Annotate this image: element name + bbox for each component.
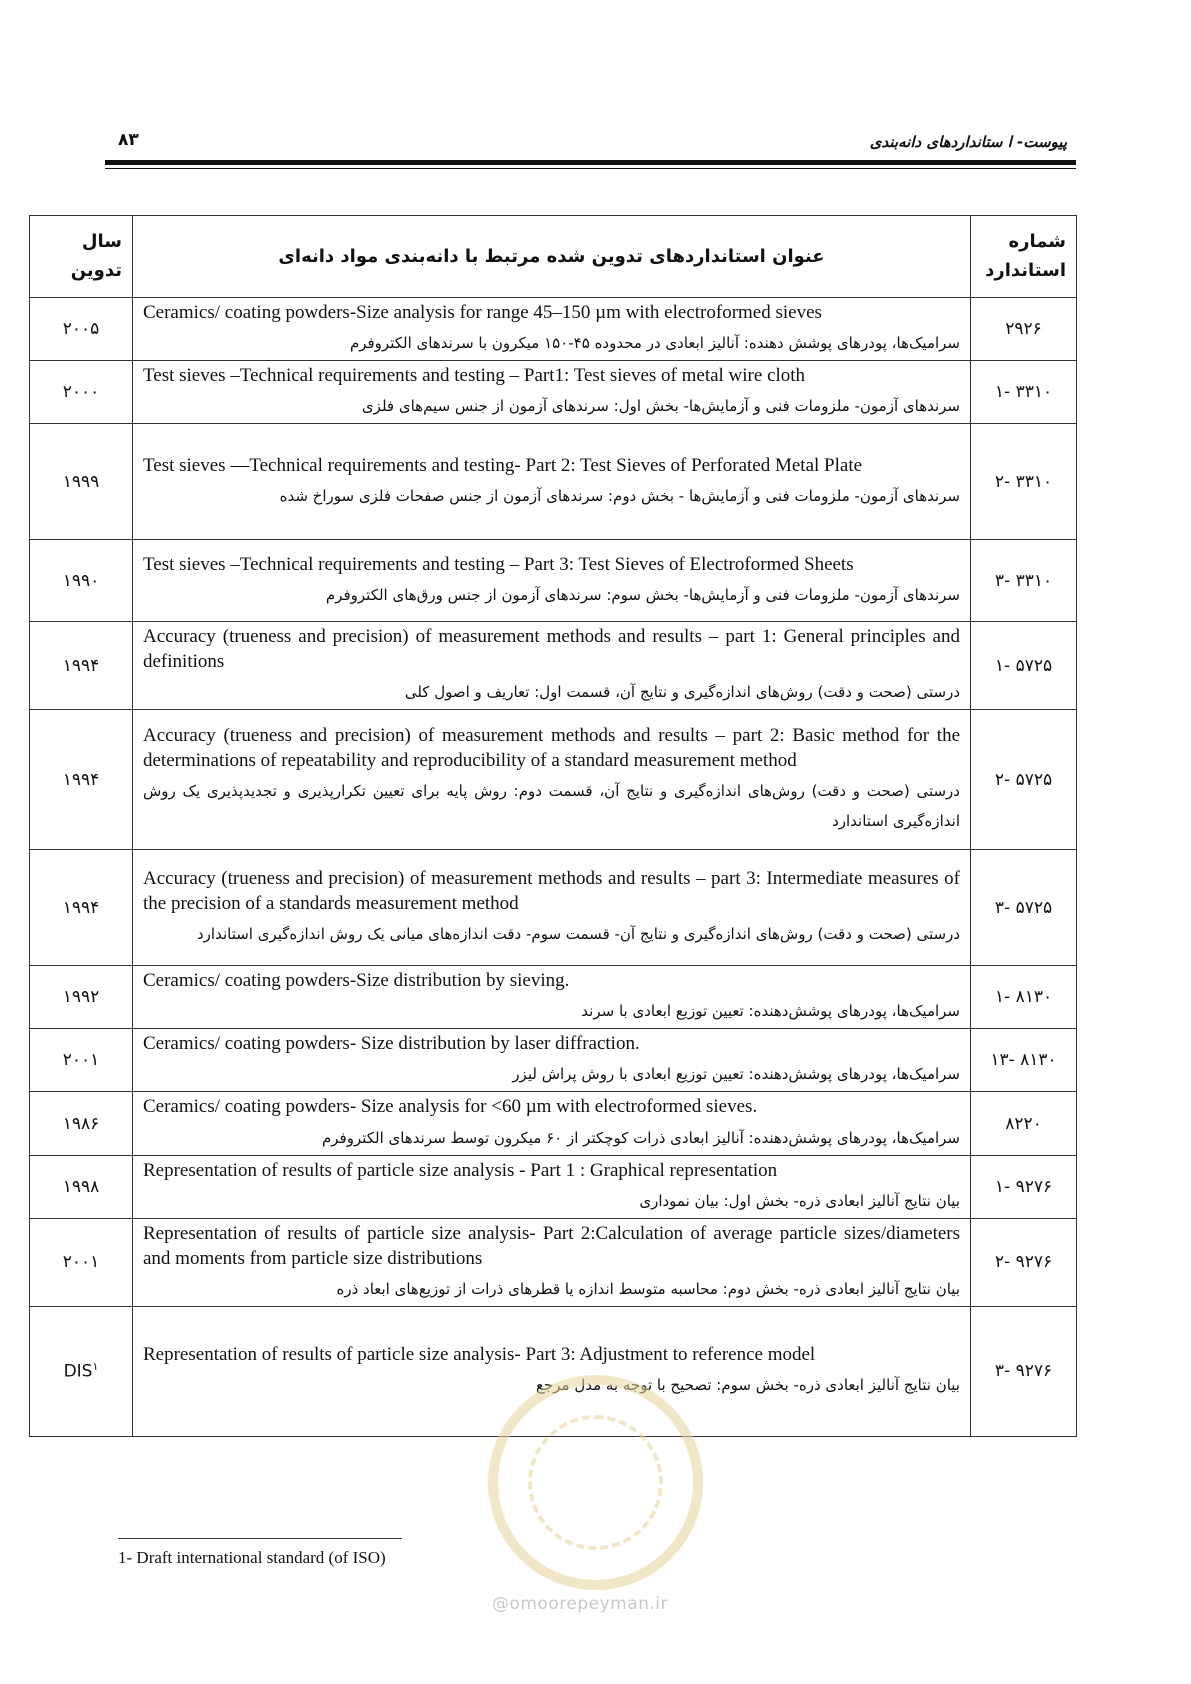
year-value: DIS <box>63 1362 93 1383</box>
title-persian: سرندهای آزمون- ملزومات فنی و آزمایش‌ها- بخش اول: سرندهای آزمون از جنس سیم‌های فلزی <box>361 397 960 416</box>
title-persian: درستی (صحت و دقت) روش‌های اندازه‌گیری و نتایج آن، قسمت اول: تعاریف و اصول کلی <box>404 683 960 702</box>
standards-table <box>29 215 1077 1437</box>
title-english: Test sieves –Technical requirements and testing – Part1: Test sieves of metal wire cloth <box>143 365 806 387</box>
year-cell <box>30 361 133 424</box>
title-cell <box>133 424 971 540</box>
year-value: ۱۹۹۴ <box>62 769 100 790</box>
title-english: Accuracy (trueness and precision) of measurement methods and results – part 3: Intermediate measures of the precision of a standards measurement method <box>143 868 960 915</box>
standard-number-cell: ۵۷۲۵ -۳ <box>971 850 1077 966</box>
standard-number-cell: ۵۷۲۵ -۱ <box>971 622 1077 710</box>
title-english: Ceramics/ coating powders- Size analysis for <60 µm with electroformed sieves. <box>143 1096 758 1118</box>
title-cell <box>133 361 971 424</box>
title-cell <box>133 966 971 1029</box>
year-cell <box>30 622 133 710</box>
standard-number-cell: ۲۹۲۶ <box>971 298 1077 361</box>
table-row <box>30 966 1077 1029</box>
title-english: Ceramics/ coating powders- Size distribution by laser diffraction. <box>143 1033 640 1055</box>
title-english: Representation of results of particle size analysis- Part 3: Adjustment to reference model <box>143 1344 816 1366</box>
title-cell <box>133 1092 971 1155</box>
title-english: Ceramics/ coating powders-Size analysis for range 45–150 µm with electroformed sieves <box>143 302 822 323</box>
title-persian: سرامیک‌ها، پودرهای پوشش دهنده: آنالیز ابعادی در محدوده ۴۵-۱۵۰ میکرون با سرندهای الکتروفرم <box>349 334 960 353</box>
title-english: Accuracy (trueness and precision) of measurement methods and results – part 2: Basic method for the determinations of repeatability and reproducibility of a standard measurement method <box>143 725 960 772</box>
standard-number-cell: ۸۱۳۰ -۱۳ <box>971 1029 1077 1092</box>
year-value: ۱۹۹۴ <box>62 655 100 676</box>
table-row <box>30 1092 1077 1155</box>
title-english: Representation of results of particle size analysis- Part 2:Calculation of average particle sizes/diameters and moments from particle size distributions <box>143 1222 960 1269</box>
standard-number-cell: ۳۳۱۰ -۲ <box>971 424 1077 540</box>
year-cell <box>30 298 133 361</box>
footnote: 1- Draft international standard (of ISO) <box>118 1548 386 1567</box>
year-cell <box>30 1155 133 1218</box>
header-year: سال تدوین <box>30 216 133 298</box>
table-row <box>30 540 1077 622</box>
year-cell <box>30 1092 133 1155</box>
title-persian: بیان نتایج آنالیز ابعادی ذره- بخش دوم: محاسبه متوسط اندازه یا قطرهای ذرات از توزیع‌های ابعاد ذره <box>336 1279 960 1298</box>
footnote-marker: ۱ <box>92 1360 99 1374</box>
title-persian: سرامیک‌ها، پودرهای پوشش‌دهنده: تعیین توزیع ابعادی با روش پراش لیزر <box>512 1065 960 1084</box>
year-value: ۲۰۰۵ <box>62 319 100 340</box>
title-cell <box>133 1029 971 1092</box>
table-row <box>30 1218 1077 1306</box>
year-value: ۱۹۹۹ <box>62 471 100 492</box>
year-cell <box>30 710 133 850</box>
title-english: Representation of results of particle size analysis - Part 1 : Graphical representation <box>143 1159 778 1181</box>
table-row <box>30 622 1077 710</box>
table-row <box>30 361 1077 424</box>
title-persian: بیان نتایج آنالیز ابعادی ذره- بخش سوم: تصحیح با توجه به مدل مرجع <box>536 1376 960 1395</box>
running-head: پیوست- ا ستانداردهای دانه‌بندی <box>869 133 1067 151</box>
standard-number-cell: ۸۲۲۰ <box>971 1092 1077 1155</box>
year-value: ۱۹۹۸ <box>62 1176 100 1197</box>
title-persian: سرندهای آزمون- ملزومات فنی و آزمایش‌ها- بخش سوم: سرندهای آزمون از جنس ورق‌های الکتروفرم <box>325 585 960 604</box>
year-cell <box>30 1218 133 1306</box>
title-persian: سرامیک‌ها، پودرهای پوشش‌دهنده: آنالیز ابعادی ذرات کوچکتر از ۶۰ میکرون توسط سرندهای الکتروفرم <box>321 1128 960 1147</box>
year-value: ۲۰۰۰ <box>62 382 100 403</box>
year-value: ۱۹۸۶ <box>62 1113 100 1134</box>
standard-number-cell: ۹۲۷۶ -۱ <box>971 1155 1077 1218</box>
title-persian: سرندهای آزمون- ملزومات فنی و آزمایش‌ها - بخش دوم: سرندهای آزمون از جنس صفحات فلزی سوراخ شده <box>279 486 960 505</box>
year-cell <box>30 850 133 966</box>
title-english: Accuracy (trueness and precision) of measurement methods and results – part 1: General principles and definitions <box>143 626 960 673</box>
title-english: Ceramics/ coating powders-Size distribution by sieving. <box>143 970 570 992</box>
table-row <box>30 1155 1077 1218</box>
year-cell <box>30 1306 133 1436</box>
year-value: ۲۰۰۱ <box>62 1252 100 1273</box>
year-cell <box>30 424 133 540</box>
table-row <box>30 850 1077 966</box>
title-english: Test sieves —Technical requirements and testing- Part 2: Test Sieves of Perforated Metal Plate <box>143 454 863 476</box>
watermark-url: @omoorepeyman.ir <box>492 1594 669 1614</box>
year-value: ۱۹۹۴ <box>62 897 100 918</box>
header-number: شماره استاندارد <box>971 216 1077 298</box>
title-cell <box>133 540 971 622</box>
title-persian: بیان نتایج آنالیز ابعادی ذره- بخش اول: بیان نموداری <box>639 1191 960 1210</box>
table-row <box>30 298 1077 361</box>
title-cell <box>133 710 971 850</box>
table-header-row <box>30 216 1077 298</box>
table-row <box>30 710 1077 850</box>
standard-number-cell: ۳۳۱۰ -۱ <box>971 361 1077 424</box>
title-persian: درستی (صحت و دقت) روش‌های اندازه‌گیری و نتایج آن- قسمت سوم- دقت اندازه‌های میانی یک روش اندازه‌گیری استاندارد <box>196 925 960 944</box>
title-cell <box>133 298 971 361</box>
footnote-rule <box>118 1538 402 1539</box>
year-value: ۱۹۹۰ <box>62 570 100 591</box>
title-english: Test sieves –Technical requirements and testing – Part 3: Test Sieves of Electroformed Sheets <box>143 553 854 575</box>
year-value: ۱۹۹۲ <box>62 987 100 1008</box>
header-title: عنوان استانداردهای تدوین شده مرتبط با دانه‌بندی مواد دانه‌ای <box>133 216 971 298</box>
table-row <box>30 424 1077 540</box>
year-value: ۲۰۰۱ <box>62 1050 100 1071</box>
standard-number-cell: ۸۱۳۰ -۱ <box>971 966 1077 1029</box>
title-cell <box>133 1218 971 1306</box>
standard-number-cell: ۳۳۱۰ -۳ <box>971 540 1077 622</box>
page-number: ۸۳ <box>118 130 139 150</box>
header-rule-thin <box>105 168 1076 169</box>
standard-number-cell: ۵۷۲۵ -۲ <box>971 710 1077 850</box>
standard-number-cell: ۹۲۷۶ -۲ <box>971 1218 1077 1306</box>
title-persian: سرامیک‌ها، پودرهای پوشش‌دهنده: تعیین توزیع ابعادی با سرند <box>581 1002 960 1021</box>
title-persian: درستی (صحت و دقت) روش‌های اندازه‌گیری و نتایج آن، قسمت دوم: روش پایه برای تعیین تکرارپذیری و تجدیدپذیری یک روش اندازه‌گیری استاندارد <box>143 782 960 831</box>
year-cell <box>30 1029 133 1092</box>
table-row <box>30 1029 1077 1092</box>
title-cell <box>133 1155 971 1218</box>
watermark-seal-icon <box>488 1375 703 1590</box>
year-cell <box>30 966 133 1029</box>
title-cell <box>133 850 971 966</box>
year-cell <box>30 540 133 622</box>
standard-number-cell: ۹۲۷۶ -۳ <box>971 1306 1077 1436</box>
title-cell <box>133 622 971 710</box>
header-rule-thick <box>105 160 1076 165</box>
